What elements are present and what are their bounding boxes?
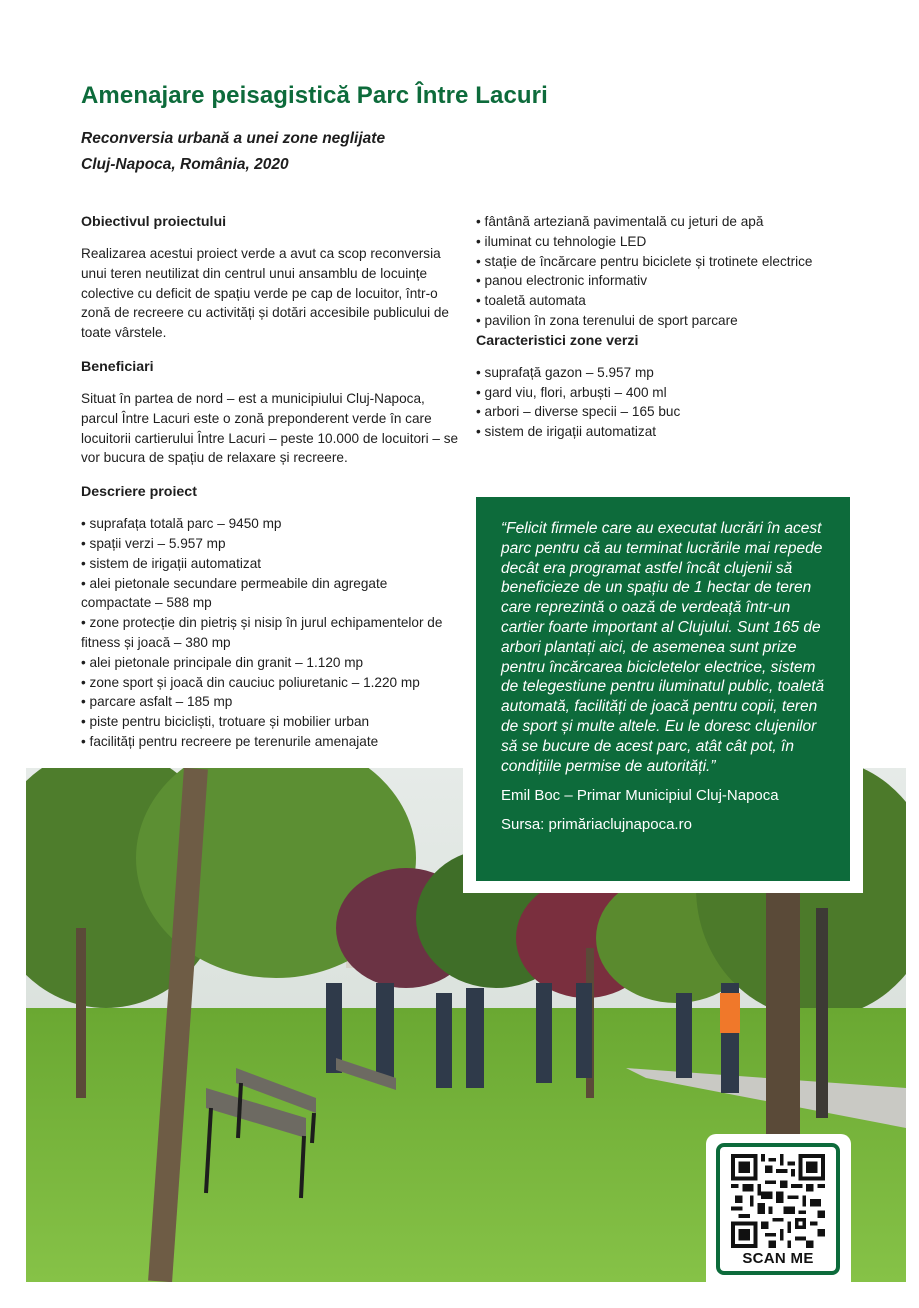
list-item: • alei pietonale secundare permeabile din agregate compactate – 588 mp	[81, 574, 461, 614]
beneficiaries-heading: Beneficiari	[81, 358, 154, 375]
author-role: – Primar Municipiul Cluj-Napoca	[560, 787, 779, 805]
list-item: • iluminat cu tehnologie LED	[476, 232, 856, 252]
subtitle-line-2: Cluj-Napoca, România, 2020	[81, 156, 289, 173]
quote-box	[476, 497, 850, 881]
page-subtitle	[81, 126, 385, 178]
qr-code-frame[interactable]	[716, 1143, 840, 1275]
objective-heading: Obiectivul proiectului	[81, 214, 227, 230]
quote-author	[501, 786, 828, 806]
quote-source	[501, 815, 828, 835]
quote-text: “Felicit firmele care au executat lucrări în acest parc pentru că au terminat lucrările mai repede decât era programat astfel încât clujenii să beneficieze de un spațiu de 1 hectar de teren care reprezintă o oază de verdeață într-un cartier foarte important al Clujului. Sunt 165 de arbori plantați aici, de asemenea sunt prize pentru încărcarea bicicletelor electrice, sistem de telegestiune pentru iluminatul public, toaletă automată, facilități de joacă pentru copii, teren de sport și multe altele. Eu le doresc clujenilor să se bucure de acest parc, atât cât pot, în condițiile permise de autorități.”	[501, 520, 825, 775]
list-item: • facilități pentru recreere pe terenurile amenajate	[81, 732, 461, 752]
author-name: Emil Boc	[501, 787, 561, 805]
green-list	[476, 363, 856, 442]
source-link[interactable]: primăriaclujnapoca.ro	[544, 816, 692, 834]
list-item: • sistem de irigații automatizat	[81, 554, 461, 574]
list-item: • spații verzi – 5.957 mp	[81, 534, 461, 554]
list-item: • zone sport și joacă din cauciuc poliuretanic – 1.220 mp	[81, 673, 461, 693]
list-item: • pavilion în zona terenului de sport parcare	[476, 311, 856, 331]
right-column	[476, 212, 856, 442]
list-item: • zone protecție din pietriș și nisip în jurul echipamentelor de fitness și joacă – 380 mp	[81, 613, 461, 653]
quote-container	[463, 488, 863, 893]
list-item: • sistem de irigații automatizat	[476, 422, 856, 442]
page-title: Amenajare peisagistică Parc Între Lacuri	[81, 82, 548, 109]
qr-code-icon	[729, 1154, 827, 1248]
description-heading: Descriere proiect	[81, 484, 197, 501]
list-item: • suprafața totală parc – 9450 mp	[81, 514, 461, 534]
list-item: • piste pentru bicicliști, trotuare și mobilier urban	[81, 712, 461, 732]
list-item: • fântână arteziană pavimentală cu jeturi de apă	[476, 212, 856, 232]
list-item: • stație de încărcare pentru biciclete și trotinete electrice	[476, 252, 856, 272]
beneficiaries-text: Situat în partea de nord – est a municipiului Cluj-Napoca, parcul Între Lacuri este o zonă preponderent verde în care locuitorii cartierului Între Lacuri – peste 10.000 de locuitori – se vor bucura de spațiu de relaxare și recreere.	[81, 390, 459, 466]
green-heading: Caracteristici zone verzi	[476, 332, 639, 349]
left-column	[81, 212, 461, 752]
subtitle-line-1: Reconversia urbană a unei zone neglijate	[81, 130, 386, 147]
objective-text: Realizarea acestui proiect verde a avut ca scop reconversia unui teren neutilizat din centrul unui ansamblu de locuințe colective cu deficit de spațiu verde pe cap de locuitor, într-o zonă de recreere cu activități și dotări accesibile publicului de toate vârstele.	[81, 246, 449, 341]
list-item: • parcare asfalt – 185 mp	[81, 692, 461, 712]
qr-label: SCAN ME	[742, 1250, 814, 1267]
list-item: • gard viu, flori, arbuști – 400 ml	[476, 383, 856, 403]
qr-container	[706, 1134, 851, 1282]
list-item: • toaletă automata	[476, 291, 856, 311]
source-label: Sursa:	[501, 816, 545, 834]
list-item: • arbori – diverse specii – 165 buc	[476, 402, 856, 422]
list-item: • alei pietonale principale din granit – 1.120 mp	[81, 653, 461, 673]
list-item: • suprafață gazon – 5.957 mp	[476, 363, 856, 383]
list-item: • panou electronic informativ	[476, 271, 856, 291]
facilities-list	[476, 212, 856, 331]
description-list	[81, 514, 461, 752]
